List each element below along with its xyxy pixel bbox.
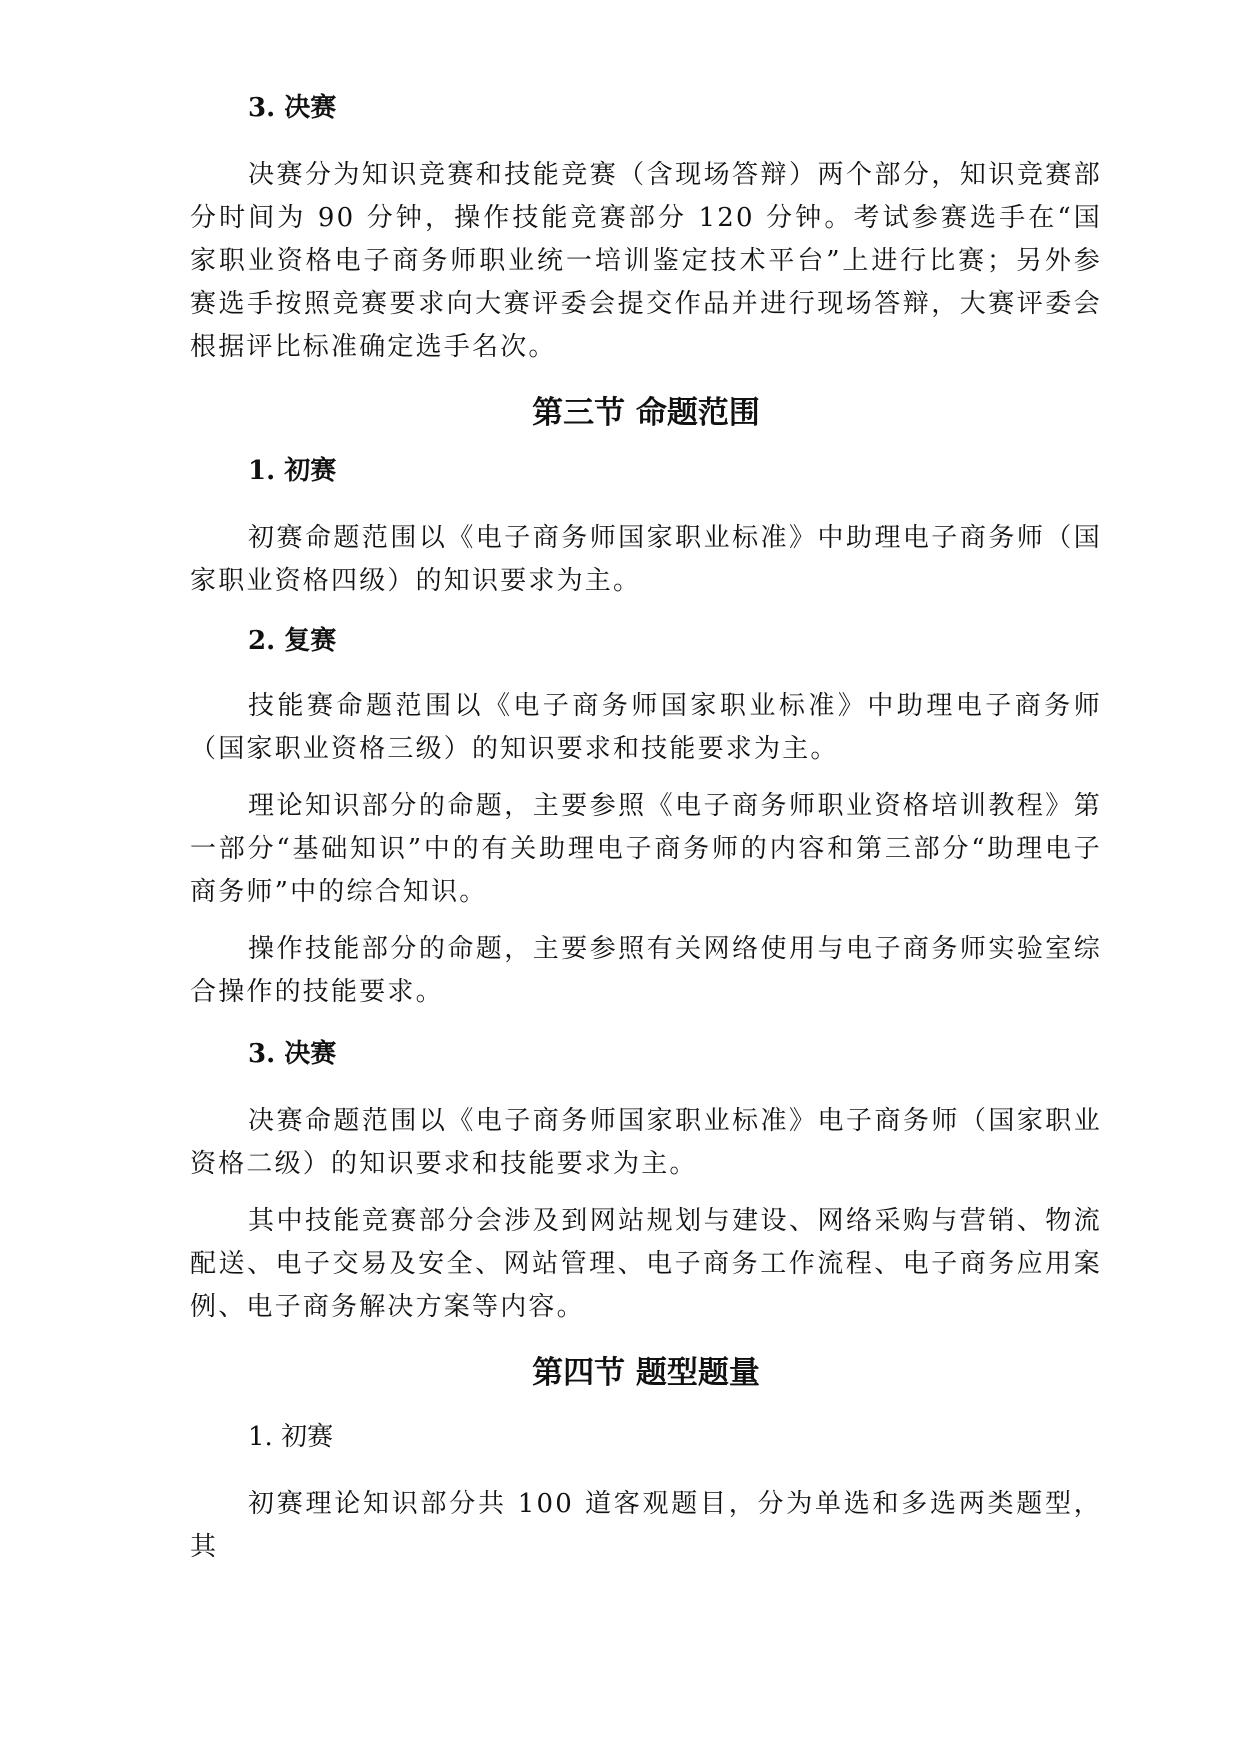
- paragraph-skills-scope: 操作技能部分的命题，主要参照有关网络使用与电子商务师实验室综合操作的技能要求。: [190, 934, 1102, 1007]
- paragraph-semifinal-scope: 技能赛命题范围以《电子商务师国家职业标准》中助理电子商务师（国家职业资格三级）的知识要求和技能要求为主。: [190, 691, 1102, 764]
- section-title-scope: 第三节 命题范围: [532, 395, 760, 431]
- paragraph-preliminary-types: 初赛理论知识部分共 100 道客观题目，分为单选和多选两类题型，其: [190, 1489, 1102, 1562]
- subheading-preliminary-types: 1. 初赛: [248, 1422, 334, 1452]
- paragraph-final-scope: 决赛命题范围以《电子商务师国家职业标准》电子商务师（国家职业资格二级）的知识要求和技能要求为主。: [190, 1106, 1102, 1179]
- subheading-semifinal: 2. 复赛: [248, 626, 337, 656]
- paragraph-final-format: 决赛分为知识竞赛和技能竞赛（含现场答辩）两个部分，知识竞赛部分时间为 90 分钟，操作技能竞赛部分 120 分钟。考试参赛选手在“国家职业资格电子商务师职业统一培训鉴定技术平台”上进行比赛；另外参赛选手按照竞赛要求向大赛评委会提交作品并进行现场答辩，大赛评委会根据评比标准确定选手名次。: [190, 160, 1102, 362]
- section-title-question-types: 第四节 题型题量: [532, 1355, 760, 1391]
- paragraph-final-skills-content: 其中技能竞赛部分会涉及到网站规划与建设、网络采购与营销、物流配送、电子交易及安全、网站管理、电子商务工作流程、电子商务应用案例、电子商务解决方案等内容。: [190, 1206, 1102, 1322]
- document-page: [190, 90, 1102, 1569]
- paragraph-preliminary-scope: 初赛命题范围以《电子商务师国家职业标准》中助理电子商务师（国家职业资格四级）的知识要求为主。: [190, 523, 1102, 596]
- subheading-final-1: 3. 决赛: [248, 93, 337, 123]
- paragraph-theory-scope: 理论知识部分的命题，主要参照《电子商务师职业资格培训教程》第一部分“基础知识”中的有关助理电子商务师的内容和第三部分“助理电子商务师”中的综合知识。: [190, 791, 1102, 907]
- subheading-preliminary: 1. 初赛: [248, 456, 337, 486]
- subheading-final-2: 3. 决赛: [248, 1039, 337, 1069]
